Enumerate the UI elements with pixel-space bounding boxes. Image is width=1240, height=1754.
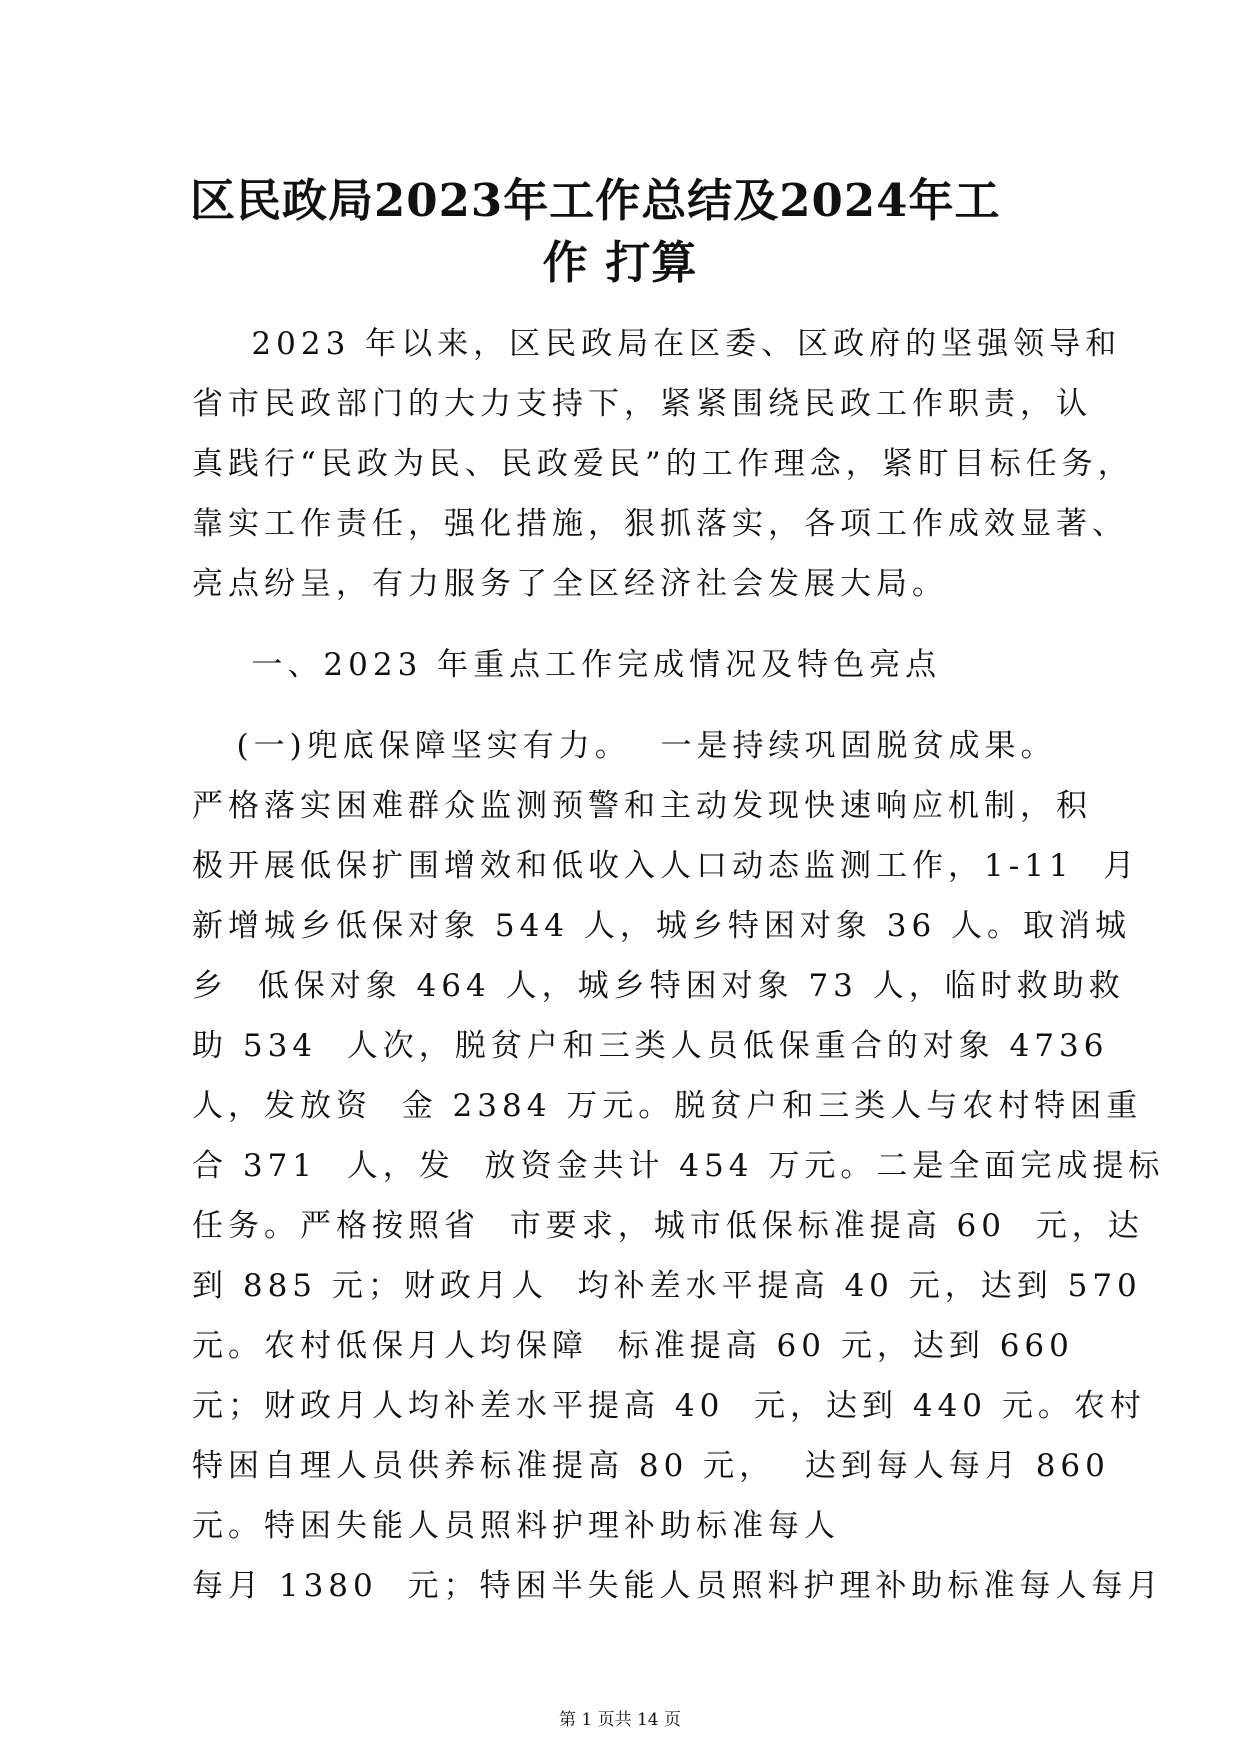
body-text-line: 助 534 人次，脱贫户和三类人员低保重合的对象 4736	[192, 1028, 1109, 1064]
body-text-line: (一)兜底保障坚实有力。 一是持续巩固脱贫成果。	[192, 728, 1057, 764]
body-text-line: 真践行“民政为民、民政爱民”的工作理念，紧盯目标任务，	[192, 446, 1134, 482]
body-text-line: 极开展低保扩围增效和低收入人口动态监测工作，1-11 月	[192, 848, 1140, 884]
body-text-line: 特困自理人员供养标准提高 80 元， 达到每人每月 860	[192, 1448, 1110, 1484]
body-text-line: 每月 1380 元；特困半失能人员照料护理补助标准每人每月	[192, 1568, 1164, 1604]
body-text-line: 到 885 元；财政月人 均补差水平提高 40 元，达到 570	[192, 1268, 1142, 1304]
body-text-line: 元。农村低保月人均保障 标准提高 60 元，达到 660	[192, 1328, 1074, 1364]
body-text-line: 亮点纷呈，有力服务了全区经济社会发展大局。	[192, 566, 948, 602]
body-text-line: 元；财政月人均补差水平提高 40 元，达到 440 元。农村	[192, 1388, 1146, 1424]
body-text-line: 严格落实困难群众监测预警和主动发现快速响应机制，积	[192, 788, 1092, 824]
section-heading: 一、2023 年重点工作完成情况及特色亮点	[192, 647, 942, 683]
body-text-line: 靠实工作责任，强化措施，狠抓落实，各项工作成效显著、	[192, 506, 1128, 542]
body-text-line: 新增城乡低保对象 544 人，城乡特困对象 36 人。取消城	[192, 908, 1132, 944]
body-text-line: 元。特困失能人员照料护理补助标准每人	[192, 1508, 840, 1544]
document-title-line2: 作 打算	[542, 236, 698, 289]
document-title-line1: 区民政局2023年工作总结及2024年工	[190, 174, 1001, 227]
body-text-line: 任务。严格按照省 市要求，城市低保标准提高 60 元，达	[192, 1208, 1144, 1244]
body-text-line: 人，发放资 金 2384 万元。脱贫户和三类人与农村特困重	[192, 1088, 1143, 1124]
body-text-line: 省市民政部门的大力支持下，紧紧围绕民政工作职责，认	[192, 386, 1092, 422]
body-text-line: 合 371 人，发 放资金共计 454 万元。二是全面完成提标	[192, 1148, 1165, 1184]
body-text-line: 2023 年以来，区民政局在区委、区政府的坚强领导和	[192, 326, 1122, 362]
page-number-footer: 第 1 页共 14 页	[558, 1710, 682, 1730]
body-text-line: 乡 低保对象 464 人，城乡特困对象 73 人，临时救助救	[192, 968, 1125, 1004]
